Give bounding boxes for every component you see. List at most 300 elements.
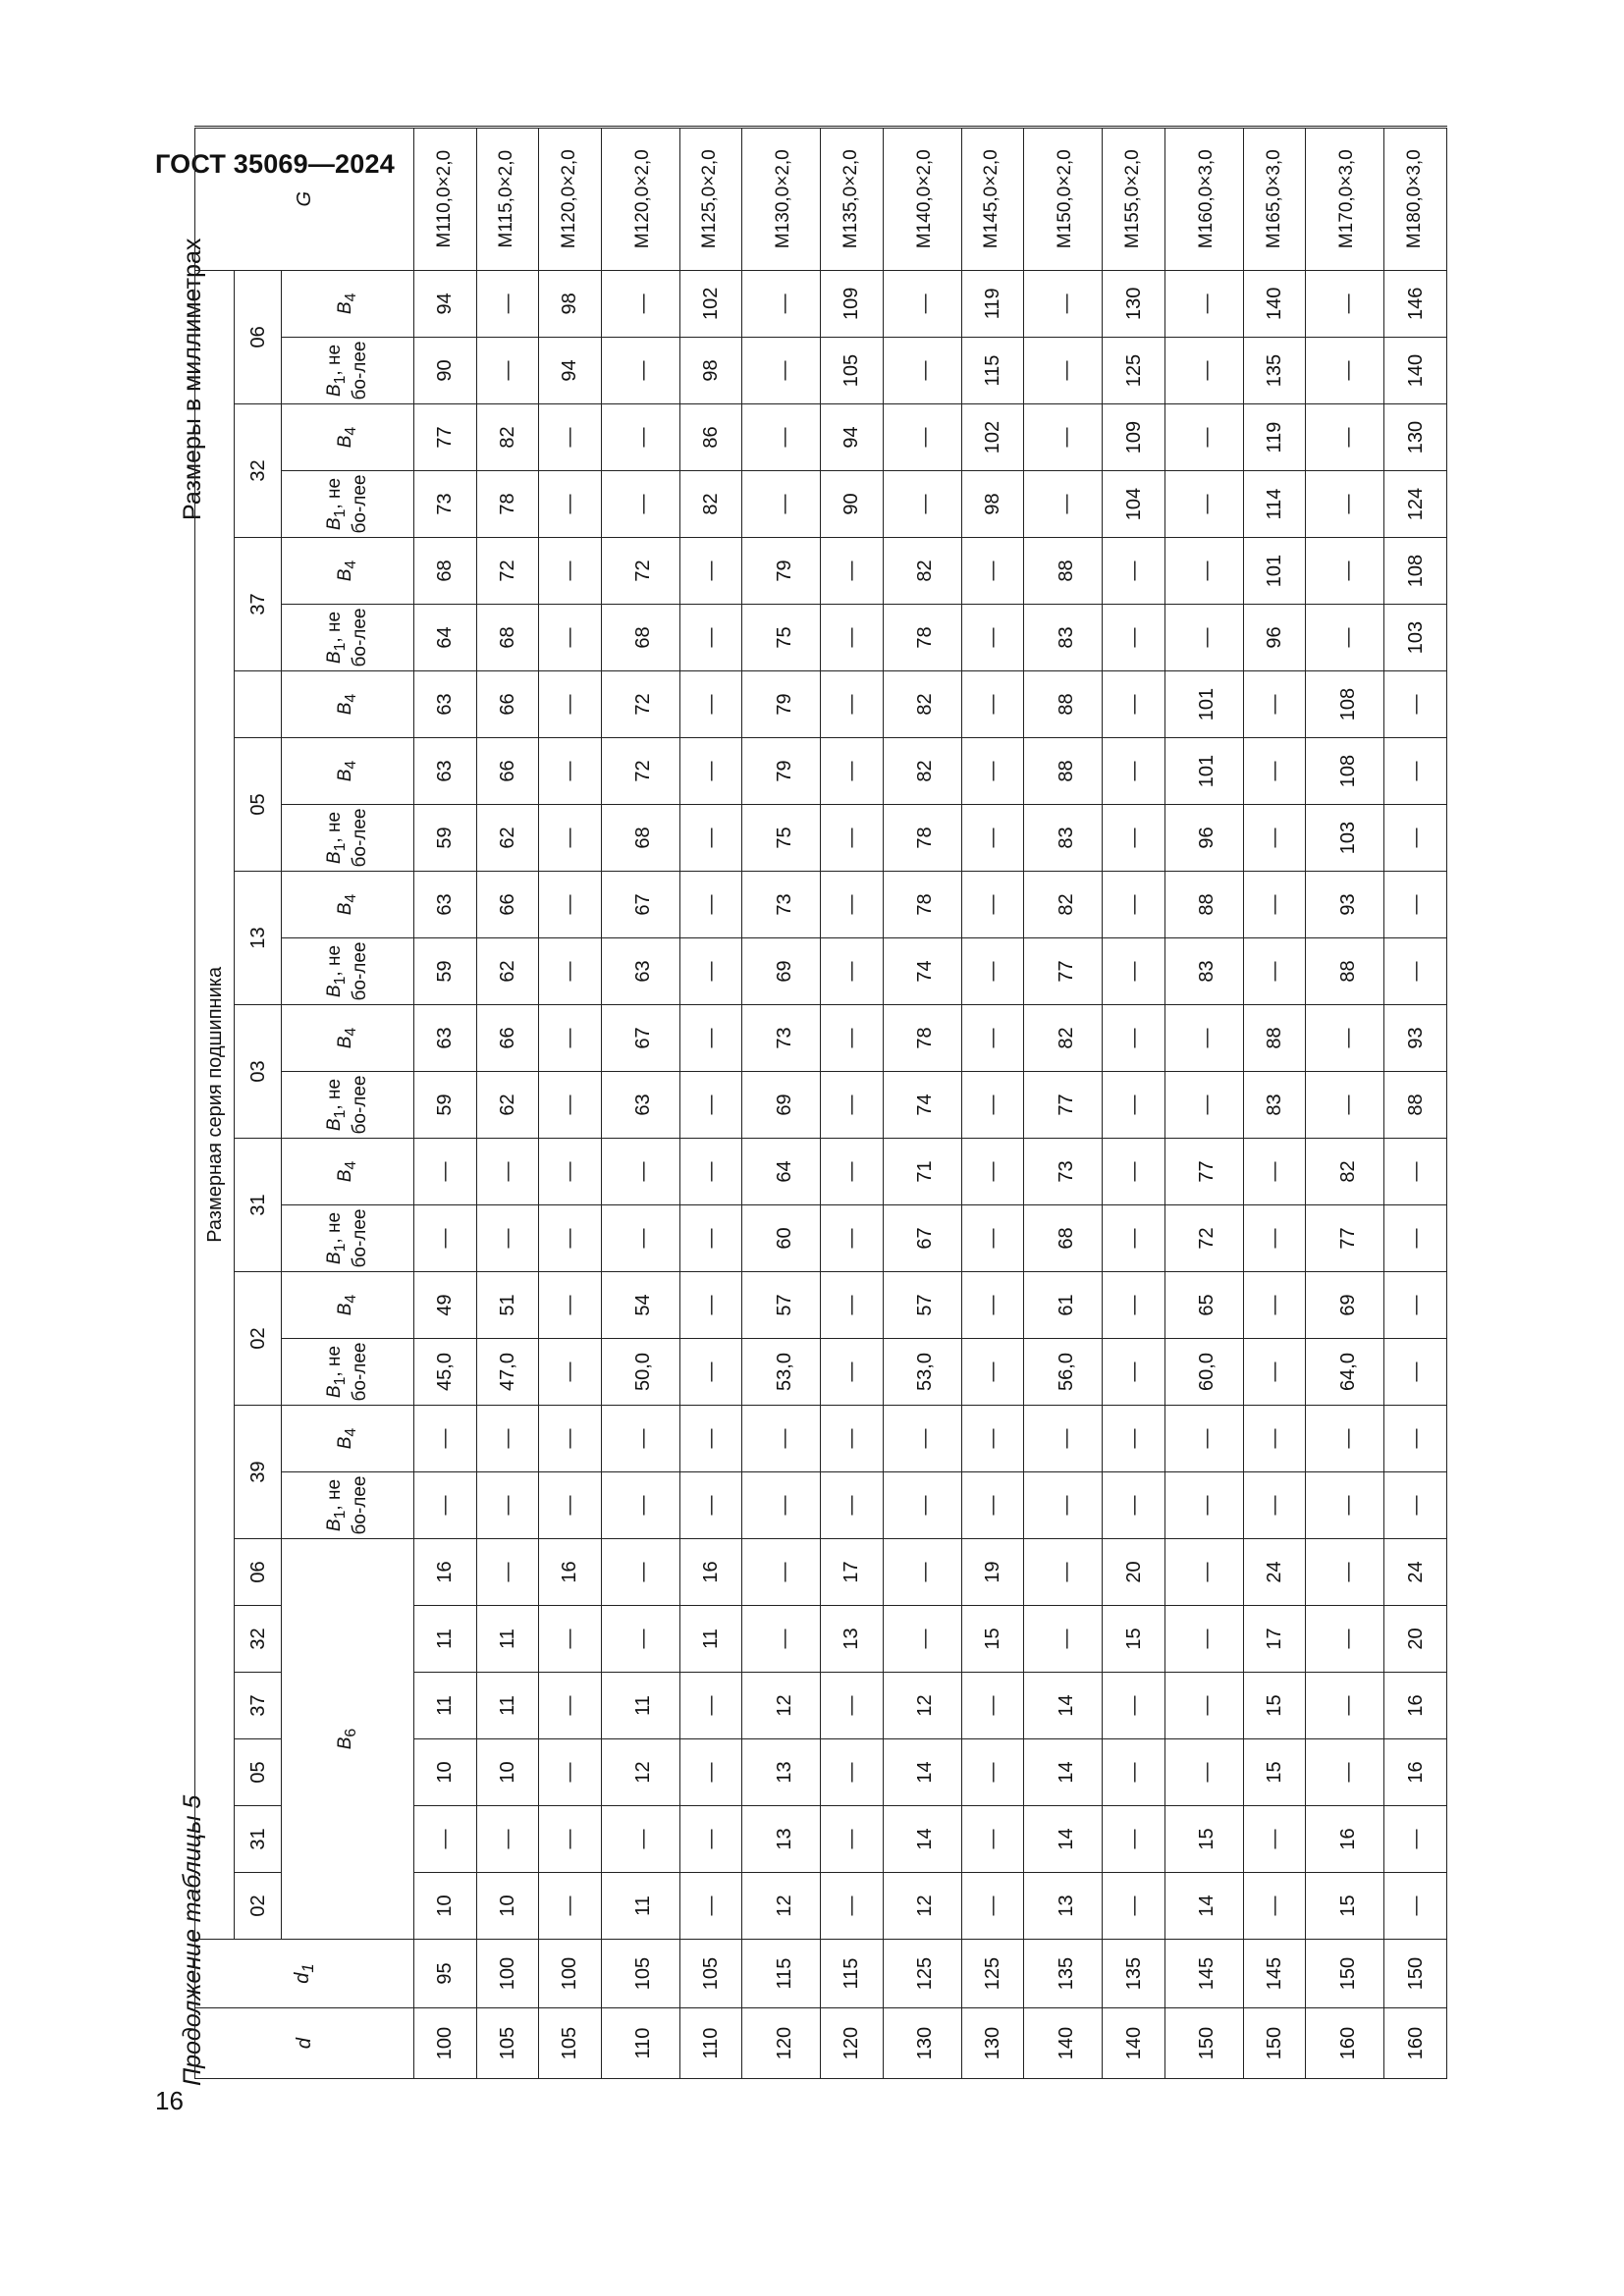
cell-g: M110,0×2,0: [414, 127, 477, 270]
cell-value: 79: [742, 538, 821, 605]
cell-value: —: [1103, 1005, 1165, 1072]
cell-value: —: [1384, 1873, 1447, 1940]
cell-value: 83: [1024, 805, 1103, 872]
cell-value: —: [476, 1539, 539, 1606]
cell-value: 67: [601, 872, 679, 938]
cell-value: —: [1103, 1806, 1165, 1873]
cell-d1: 115: [821, 1940, 884, 2008]
cell-value: —: [1384, 938, 1447, 1005]
cell-value: —: [1306, 338, 1384, 404]
cell-d: 105: [476, 2008, 539, 2079]
cell-value: 125: [1103, 338, 1165, 404]
cell-value: —: [539, 1873, 602, 1940]
cell-value: —: [961, 1806, 1024, 1873]
cell-value: —: [539, 1606, 602, 1673]
cell-value: —: [476, 338, 539, 404]
cell-value: 19: [961, 1539, 1024, 1606]
cell-value: 10: [414, 1873, 477, 1940]
cell-value: —: [821, 1005, 884, 1072]
cell-value: 63: [601, 1072, 679, 1139]
cell-value: —: [679, 1472, 742, 1539]
cell-value: 78: [476, 471, 539, 538]
cell-value: —: [821, 538, 884, 605]
cell-value: 11: [601, 1873, 679, 1940]
cell-value: 101: [1164, 738, 1243, 805]
cell-d1: 135: [1024, 1940, 1103, 2008]
cell-value: 15: [1164, 1806, 1243, 1873]
label-b4: $B_4$: [282, 738, 414, 805]
cell-value: 12: [883, 1873, 961, 1940]
cell-value: 53,0: [742, 1339, 821, 1406]
cell-value: 83: [1164, 938, 1243, 1005]
label-b4: $B_4$: [282, 1005, 414, 1072]
cell-value: —: [679, 1673, 742, 1739]
cell-value: —: [1024, 1606, 1103, 1673]
table-row: [414, 127, 477, 2078]
series-b6-37: 37: [235, 1673, 282, 1739]
cell-value: —: [679, 938, 742, 1005]
cell-value: —: [821, 872, 884, 938]
cell-g: M115,0×2,0: [476, 127, 539, 270]
cell-d: 100: [414, 2008, 477, 2079]
cell-value: 119: [961, 270, 1024, 337]
label-b4: $B_4$: [282, 1272, 414, 1339]
cell-value: —: [961, 538, 1024, 605]
label-b6: $B_6$: [282, 1539, 414, 1940]
cell-value: 72: [476, 538, 539, 605]
cell-value: —: [742, 338, 821, 404]
table-row: [961, 127, 1024, 2078]
series-group-02: 02: [235, 1272, 282, 1406]
cell-value: —: [1243, 1873, 1306, 1940]
cell-value: —: [742, 471, 821, 538]
cell-value: —: [1384, 1472, 1447, 1539]
cell-value: 67: [883, 1205, 961, 1272]
cell-value: —: [539, 1739, 602, 1806]
cell-g: M120,0×2,0: [601, 127, 679, 270]
cell-value: —: [1243, 671, 1306, 738]
cell-value: —: [883, 471, 961, 538]
cell-value: —: [1103, 1873, 1165, 1940]
cell-value: —: [679, 1806, 742, 1873]
cell-value: —: [1103, 538, 1165, 605]
cell-d1: 150: [1384, 1940, 1447, 2008]
cell-value: —: [1024, 338, 1103, 404]
cell-value: —: [1243, 872, 1306, 938]
cell-value: —: [539, 1139, 602, 1205]
cell-d1: 150: [1306, 1940, 1384, 2008]
cell-value: 74: [883, 938, 961, 1005]
cell-value: —: [1243, 1205, 1306, 1272]
cell-value: —: [1306, 1673, 1384, 1739]
cell-value: —: [1164, 1005, 1243, 1072]
cell-value: 78: [883, 872, 961, 938]
cell-d: 130: [883, 2008, 961, 2079]
cell-value: —: [821, 605, 884, 671]
cell-value: —: [961, 671, 1024, 738]
cell-value: 115: [961, 338, 1024, 404]
cell-value: —: [821, 1673, 884, 1739]
cell-value: —: [742, 404, 821, 471]
series-b6-06: 06: [235, 1539, 282, 1606]
cell-value: —: [476, 270, 539, 337]
cell-value: —: [1164, 471, 1243, 538]
series-b6-32: 32: [235, 1606, 282, 1673]
cell-value: 16: [539, 1539, 602, 1606]
cell-value: —: [601, 270, 679, 337]
cell-value: 12: [742, 1873, 821, 1940]
cell-value: 72: [601, 538, 679, 605]
cell-value: —: [821, 1072, 884, 1139]
cell-value: 57: [742, 1272, 821, 1339]
cell-value: —: [539, 404, 602, 471]
cell-g: M125,0×2,0: [679, 127, 742, 270]
cell-value: —: [821, 1472, 884, 1539]
cell-value: 88: [1306, 938, 1384, 1005]
cell-value: —: [679, 805, 742, 872]
table-row: [883, 127, 961, 2078]
cell-value: —: [1103, 872, 1165, 938]
cell-value: —: [1103, 1406, 1165, 1472]
cell-value: —: [601, 471, 679, 538]
cell-value: 12: [883, 1673, 961, 1739]
cell-value: 90: [414, 338, 477, 404]
cell-value: —: [1164, 404, 1243, 471]
cell-value: —: [1306, 605, 1384, 671]
cell-value: 51: [476, 1272, 539, 1339]
cell-d: 150: [1164, 2008, 1243, 2079]
cell-value: 82: [1306, 1139, 1384, 1205]
cell-value: —: [742, 1406, 821, 1472]
cell-value: 73: [1024, 1139, 1103, 1205]
table-row: [601, 127, 679, 2078]
cell-value: 88: [1024, 738, 1103, 805]
cell-value: 86: [679, 404, 742, 471]
cell-value: 11: [476, 1673, 539, 1739]
cell-value: —: [821, 1806, 884, 1873]
cell-value: 15: [1243, 1739, 1306, 1806]
cell-value: 74: [883, 1072, 961, 1139]
cell-value: 59: [414, 938, 477, 1005]
cell-value: —: [1164, 1539, 1243, 1606]
cell-value: —: [601, 1406, 679, 1472]
cell-value: 103: [1306, 805, 1384, 872]
cell-value: —: [1306, 1606, 1384, 1673]
cell-value: 130: [1384, 404, 1447, 471]
cell-value: 59: [414, 805, 477, 872]
cell-value: —: [1306, 1539, 1384, 1606]
cell-value: —: [539, 1339, 602, 1406]
cell-value: —: [1384, 671, 1447, 738]
cell-value: —: [1164, 270, 1243, 337]
cell-value: 88: [1164, 872, 1243, 938]
cell-value: —: [679, 1072, 742, 1139]
cell-value: 10: [414, 1739, 477, 1806]
cell-d1: 100: [539, 1940, 602, 2008]
cell-d: 150: [1243, 2008, 1306, 2079]
cell-value: —: [1164, 1673, 1243, 1739]
cell-value: —: [1024, 471, 1103, 538]
cell-value: —: [1306, 471, 1384, 538]
cell-value: —: [601, 404, 679, 471]
cell-value: 15: [1103, 1606, 1165, 1673]
cell-value: 146: [1384, 270, 1447, 337]
cell-value: —: [539, 1072, 602, 1139]
cell-value: 96: [1164, 805, 1243, 872]
cell-value: —: [821, 671, 884, 738]
cell-value: —: [414, 1205, 477, 1272]
cell-value: —: [679, 1005, 742, 1072]
cell-value: 82: [883, 738, 961, 805]
cell-value: 88: [1024, 671, 1103, 738]
series-group-blank: [235, 671, 282, 738]
cell-value: —: [821, 1205, 884, 1272]
cell-value: —: [539, 1272, 602, 1339]
cell-value: —: [539, 805, 602, 872]
cell-value: 60,0: [1164, 1339, 1243, 1406]
cell-value: 11: [414, 1606, 477, 1673]
cell-d: 130: [961, 2008, 1024, 2079]
cell-value: 13: [1024, 1873, 1103, 1940]
cell-value: —: [1103, 805, 1165, 872]
series-b6-31: 31: [235, 1806, 282, 1873]
series-group-13: 13: [235, 872, 282, 1005]
cell-value: 57: [883, 1272, 961, 1339]
cell-value: —: [539, 471, 602, 538]
cell-value: —: [539, 938, 602, 1005]
cell-value: 63: [601, 938, 679, 1005]
cell-value: —: [1024, 1406, 1103, 1472]
cell-value: 14: [1024, 1739, 1103, 1806]
cell-value: —: [1306, 1005, 1384, 1072]
cell-d1: 95: [414, 1940, 477, 2008]
cell-value: 135: [1243, 338, 1306, 404]
cell-value: —: [1103, 738, 1165, 805]
label-b1: $B_1$, не бо-лее: [282, 1339, 414, 1406]
cell-value: 63: [414, 671, 477, 738]
cell-value: 11: [476, 1606, 539, 1673]
label-b4: $B_4$: [282, 1406, 414, 1472]
label-b1: $B_1$, не бо-лее: [282, 605, 414, 671]
cell-value: 13: [821, 1606, 884, 1673]
cell-value: 11: [679, 1606, 742, 1673]
cell-d1: 145: [1164, 1940, 1243, 2008]
cell-value: 67: [601, 1005, 679, 1072]
cell-value: 77: [414, 404, 477, 471]
cell-value: —: [679, 1139, 742, 1205]
cell-value: —: [1306, 1472, 1384, 1539]
cell-value: 82: [476, 404, 539, 471]
cell-value: 77: [1306, 1205, 1384, 1272]
cell-value: 14: [1024, 1673, 1103, 1739]
table-row: [1384, 127, 1447, 2078]
cell-value: 101: [1243, 538, 1306, 605]
series-b6-02: 02: [235, 1873, 282, 1940]
cell-value: —: [1243, 1339, 1306, 1406]
cell-value: 12: [601, 1739, 679, 1806]
cell-value: 77: [1024, 938, 1103, 1005]
cell-value: —: [821, 1139, 884, 1205]
cell-value: 62: [476, 938, 539, 1005]
label-b4: $B_4$: [282, 404, 414, 471]
cell-value: —: [961, 738, 1024, 805]
cell-value: —: [601, 338, 679, 404]
cell-g: M130,0×2,0: [742, 127, 821, 270]
cell-value: 82: [1024, 1005, 1103, 1072]
cell-value: —: [1103, 1673, 1165, 1739]
table-row: [821, 127, 884, 2078]
cell-value: 11: [601, 1673, 679, 1739]
cell-value: —: [1164, 1739, 1243, 1806]
cell-value: —: [883, 1539, 961, 1606]
label-b1: $B_1$, не бо-лее: [282, 938, 414, 1005]
cell-value: —: [961, 1739, 1024, 1806]
series-group-39: 39: [235, 1406, 282, 1539]
cell-value: 72: [601, 671, 679, 738]
cell-value: —: [476, 1806, 539, 1873]
cell-value: 77: [1164, 1139, 1243, 1205]
cell-value: 20: [1103, 1539, 1165, 1606]
cell-value: 140: [1243, 270, 1306, 337]
cell-value: 11: [414, 1673, 477, 1739]
cell-value: 140: [1384, 338, 1447, 404]
cell-value: —: [742, 1606, 821, 1673]
label-b4: $B_4$: [282, 671, 414, 738]
cell-value: —: [1164, 338, 1243, 404]
cell-value: 109: [1103, 404, 1165, 471]
cell-value: —: [679, 605, 742, 671]
cell-value: 53,0: [883, 1339, 961, 1406]
cell-value: 77: [1024, 1072, 1103, 1139]
cell-g: M150,0×2,0: [1024, 127, 1103, 270]
header-g: G: [195, 127, 414, 270]
cell-value: 108: [1384, 538, 1447, 605]
cell-value: —: [1243, 938, 1306, 1005]
cell-value: 68: [476, 605, 539, 671]
cell-value: —: [1103, 1739, 1165, 1806]
cell-value: —: [1103, 605, 1165, 671]
cell-value: 68: [414, 538, 477, 605]
label-b4: $B_4$: [282, 270, 414, 337]
cell-value: —: [961, 605, 1024, 671]
label-b1: $B_1$, не бо-лее: [282, 805, 414, 872]
label-b4: $B_4$: [282, 1139, 414, 1205]
cell-value: —: [1384, 1806, 1447, 1873]
cell-d: 120: [821, 2008, 884, 2079]
cell-value: —: [539, 1472, 602, 1539]
cell-value: 60: [742, 1205, 821, 1272]
cell-value: —: [1103, 1139, 1165, 1205]
cell-value: —: [476, 1139, 539, 1205]
cell-value: 12: [742, 1673, 821, 1739]
cell-value: —: [1103, 938, 1165, 1005]
cell-value: —: [961, 1673, 1024, 1739]
cell-value: 88: [1243, 1005, 1306, 1072]
cell-value: 69: [742, 938, 821, 1005]
cell-value: 59: [414, 1072, 477, 1139]
cell-value: —: [1384, 1339, 1447, 1406]
cell-value: 105: [821, 338, 884, 404]
cell-d1: 115: [742, 1940, 821, 2008]
cell-value: 73: [742, 1005, 821, 1072]
cell-value: —: [883, 404, 961, 471]
cell-value: 72: [1164, 1205, 1243, 1272]
cell-value: 79: [742, 738, 821, 805]
cell-value: —: [679, 538, 742, 605]
cell-value: 101: [1164, 671, 1243, 738]
series-group-03: 03: [235, 1005, 282, 1139]
table-row: [1243, 127, 1306, 2078]
cell-value: 49: [414, 1272, 477, 1339]
cell-d1: 105: [679, 1940, 742, 2008]
cell-value: 20: [1384, 1606, 1447, 1673]
cell-value: —: [961, 1272, 1024, 1339]
cell-value: —: [742, 1539, 821, 1606]
cell-value: —: [961, 1873, 1024, 1940]
units-caption: Размеры в миллиметрах: [179, 238, 206, 520]
cell-value: 14: [883, 1739, 961, 1806]
cell-value: 88: [1024, 538, 1103, 605]
cell-value: —: [1243, 805, 1306, 872]
cell-value: —: [601, 1606, 679, 1673]
cell-value: 64: [742, 1139, 821, 1205]
cell-value: —: [1306, 1739, 1384, 1806]
cell-value: 75: [742, 605, 821, 671]
cell-value: 78: [883, 605, 961, 671]
cell-value: 69: [742, 1072, 821, 1139]
cell-value: 63: [414, 738, 477, 805]
cell-value: —: [1306, 538, 1384, 605]
cell-value: —: [601, 1205, 679, 1272]
cell-d1: 135: [1103, 1940, 1165, 2008]
cell-value: —: [961, 1339, 1024, 1406]
cell-value: 63: [414, 1005, 477, 1072]
cell-value: —: [539, 1205, 602, 1272]
cell-value: —: [476, 1472, 539, 1539]
cell-value: 16: [1384, 1739, 1447, 1806]
cell-d1: 105: [601, 1940, 679, 2008]
cell-value: 66: [476, 671, 539, 738]
cell-value: —: [1306, 404, 1384, 471]
cell-value: —: [1024, 1472, 1103, 1539]
cell-value: —: [539, 1005, 602, 1072]
cell-value: 69: [1306, 1272, 1384, 1339]
cell-value: 14: [883, 1806, 961, 1873]
cell-value: —: [883, 1472, 961, 1539]
cell-d1: 125: [883, 1940, 961, 2008]
cell-g: M120,0×2,0: [539, 127, 602, 270]
label-b1: $B_1$, не бо-лее: [282, 1205, 414, 1272]
cell-value: —: [539, 1806, 602, 1873]
cell-value: 62: [476, 805, 539, 872]
cell-value: —: [1384, 1406, 1447, 1472]
cell-value: 83: [1024, 605, 1103, 671]
cell-value: 78: [883, 805, 961, 872]
cell-d: 160: [1384, 2008, 1447, 2079]
cell-value: —: [1243, 738, 1306, 805]
cell-value: —: [679, 1739, 742, 1806]
cell-value: —: [414, 1406, 477, 1472]
cell-value: 61: [1024, 1272, 1103, 1339]
cell-value: 66: [476, 1005, 539, 1072]
cell-value: —: [961, 805, 1024, 872]
cell-value: 73: [742, 872, 821, 938]
table-body: [414, 127, 1447, 2078]
cell-value: 72: [601, 738, 679, 805]
cell-value: 103: [1384, 605, 1447, 671]
cell-value: 47,0: [476, 1339, 539, 1406]
cell-value: —: [821, 1272, 884, 1339]
